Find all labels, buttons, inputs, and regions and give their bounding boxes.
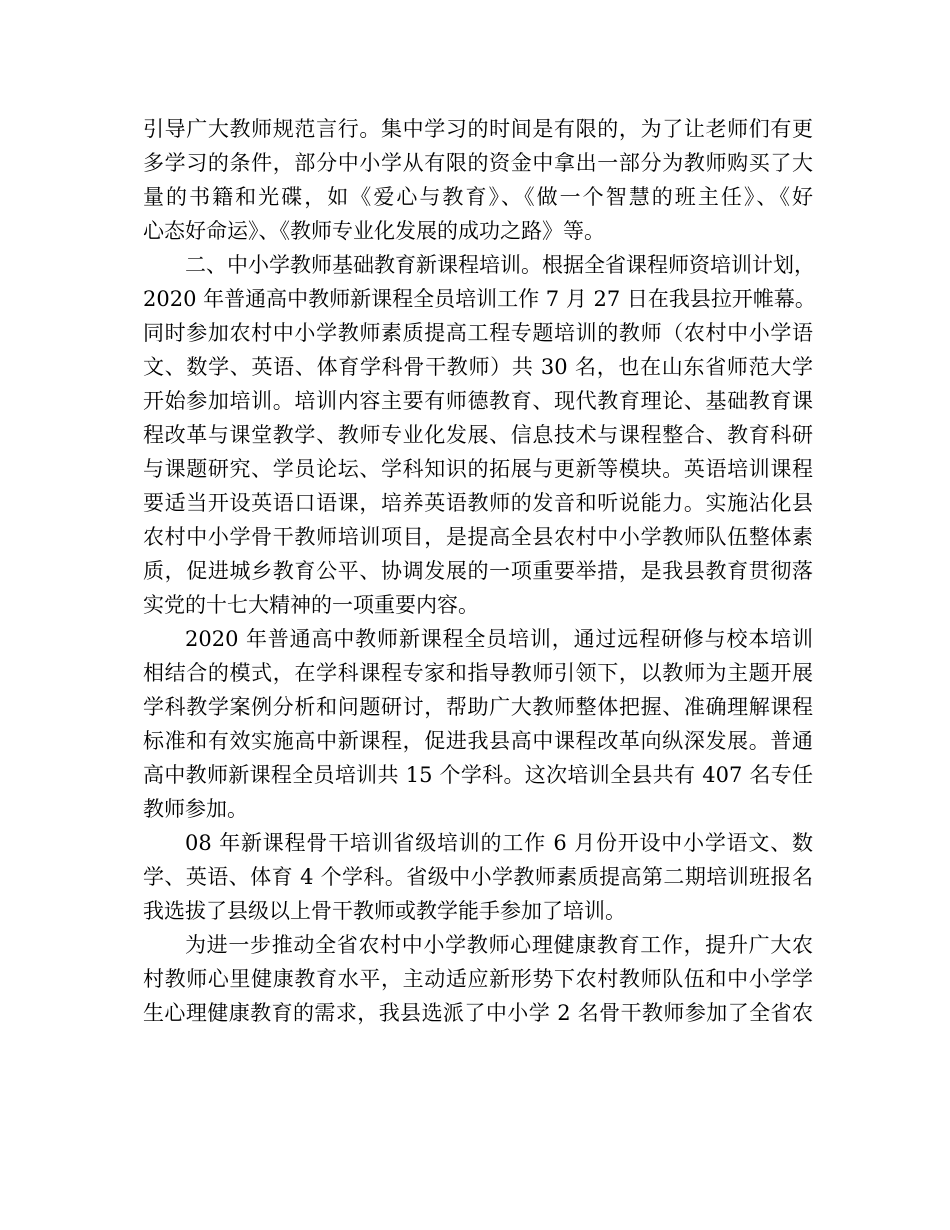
text-line: 实党的十七大精神的一项重要内容。	[143, 593, 479, 617]
text-line: 量的书籍和光碟，如《爱心与教育》、《做一个智慧的班主任》、《好	[143, 185, 813, 209]
text-line: 开始参加培训。培训内容主要有师德教育、现代教育理论、基础教育课	[143, 389, 813, 413]
text-line: 相结合的模式，在学科课程专家和指导教师引领下，以教师为主题开展	[143, 661, 813, 685]
text-line: 二、中小学教师基础教育新课程培训。根据全省课程师资培训计划，	[185, 253, 815, 277]
text-line: 为进一步推动全省农村中小学教师心理健康教育工作，提升广大农	[185, 933, 813, 957]
text-line: 引导广大教师规范言行。集中学习的时间是有限的，为了让老师们有更	[143, 117, 813, 141]
text-line: 学科教学案例分析和问题研讨，帮助广大教师整体把握、准确理解课程	[143, 695, 813, 719]
text-line: 2020 年普通高中教师新课程全员培训，通过远程研修与校本培训	[185, 627, 813, 651]
text-line: 教师参加。	[143, 797, 248, 821]
text-line: 农村中小学骨干教师培训项目，是提高全县农村中小学教师队伍整体素	[143, 525, 813, 549]
text-line: 08 年新课程骨干培训省级培训的工作 6 月份开设中小学语文、数	[185, 831, 813, 855]
text-line: 要适当开设英语口语课，培养英语教师的发音和听说能力。实施沾化县	[143, 491, 813, 515]
paragraph-4	[143, 826, 813, 928]
text-line: 高中教师新课程全员培训共 15 个学科。这次培训全县共有 407 名专任	[143, 763, 813, 787]
text-line: 我选拔了县级以上骨干教师或教学能手参加了培训。	[143, 899, 626, 923]
text-line: 心态好命运》、《教师专业化发展的成功之路》等。	[143, 219, 605, 243]
text-line: 多学习的条件，部分中小学从有限的资金中拿出一部分为教师购买了大	[143, 151, 813, 175]
paragraph-5	[143, 928, 813, 1030]
text-line: 文、数学、英语、体育学科骨干教师）共 30 名，也在山东省师范大学	[143, 355, 813, 379]
text-line: 与课题研究、学员论坛、学科知识的拓展与更新等模块。英语培训课程	[143, 457, 813, 481]
paragraph-1	[143, 112, 813, 248]
text-line: 村教师心里健康教育水平，主动适应新形势下农村教师队伍和中小学学	[143, 967, 813, 991]
text-line: 标准和有效实施高中新课程，促进我县高中课程改革向纵深发展。普通	[143, 729, 813, 753]
text-line: 生心理健康教育的需求，我县选派了中小学 2 名骨干教师参加了全省农	[143, 1001, 813, 1025]
text-line: 2020 年普通高中教师新课程全员培训工作 7 月 27 日在我县拉开帷幕。	[143, 287, 816, 311]
text-line: 同时参加农村中小学教师素质提高工程专题培训的教师（农村中小学语	[143, 321, 813, 345]
paragraph-2	[143, 248, 816, 622]
text-line: 学、英语、体育 4 个学科。省级中小学教师素质提高第二期培训班报名	[143, 865, 813, 889]
paragraph-3	[143, 622, 813, 826]
text-line: 质，促进城乡教育公平、协调发展的一项重要举措，是我县教育贯彻落	[143, 559, 813, 583]
document-body	[143, 112, 816, 1030]
text-line: 程改革与课堂教学、教师专业化发展、信息技术与课程整合、教育科研	[143, 423, 813, 447]
